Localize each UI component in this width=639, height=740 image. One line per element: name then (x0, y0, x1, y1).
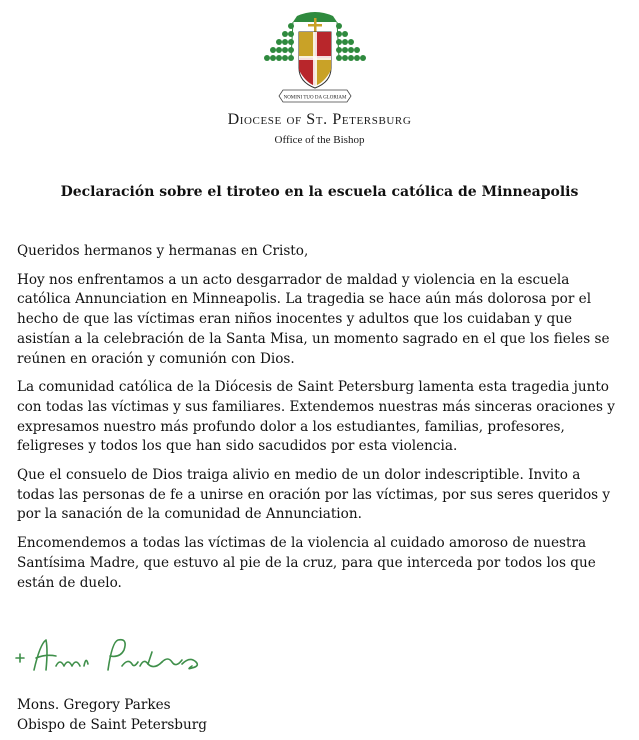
greeting: Queridos hermanos y hermanas en Cristo, (17, 243, 309, 259)
diocese-crest-icon (255, 10, 375, 110)
signer-block (17, 696, 207, 735)
diocese-name: Diocese of St. Petersburg (227, 111, 412, 128)
paragraph: Hoy nos enfrentamos a un acto desgarrador de maldad y violencia en la escuela católica Annunciation en Minneapolis. La tragedia se hace aún más dolorosa por el hecho de que las víctimas eran niños inocentes y adultos que los cuidaban y que asistían a la celebración de la Santa Misa, un momento sagrado en el que los fieles se reúnen en oración y comunión con Dios. (17, 271, 610, 367)
bishop-signature (12, 636, 212, 682)
paragraph: Que el consuelo de Dios traiga alivio en medio de un dolor indescriptible. Invito a todas las personas de fe a unirse en oración por las víctimas, por sus seres queridos y por la sanación de la comunidad de Annunciation. (17, 467, 611, 523)
statement-title: Declaración sobre el tiroteo en la escuela católica de Minneapolis (60, 184, 579, 200)
statement-body (17, 242, 617, 602)
paragraph: La comunidad católica de la Diócesis de Saint Petersburg lamenta esta tragedia junto con todas las víctimas y sus familiares. Extendemos nuestras más sinceras oraciones y expresamos nuestro más profundo dolor a los estudiantes, familias, profesores, feligreses y todos los que han sido sacudidos por esta violencia. (17, 379, 615, 455)
signer-name: Mons. Gregory Parkes (17, 697, 171, 713)
office-label: Office of the Bishop (274, 134, 365, 146)
signer-title: Obispo de Saint Petersburg (17, 716, 207, 733)
paragraph: Encomendemos a todas las víctimas de la violencia al cuidado amoroso de nuestra Santísima Madre, que estuvo al pie de la cruz, para que interceda por todos los que están de duelo. (17, 535, 596, 591)
motto-text: NOMINI TUO DA GLORIAM (283, 95, 347, 101)
